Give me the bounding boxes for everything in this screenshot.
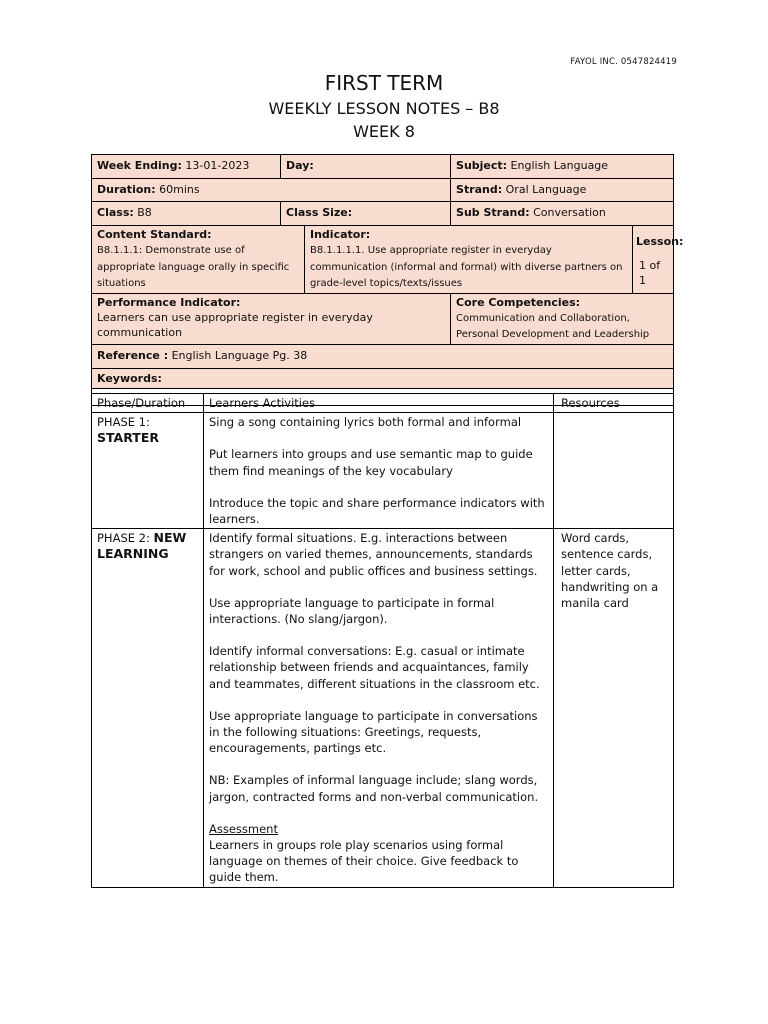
reference-value: English Language Pg. 38 <box>168 348 308 362</box>
duration-value: 60mins <box>155 183 200 196</box>
week-ending-label: Week Ending: <box>97 159 182 172</box>
list-item: Identify formal situations. E.g. interactions between strangers on varied themes, announcements, standards for work, school and public offices and business settings. <box>209 531 538 578</box>
strand-cell <box>451 179 674 202</box>
class-cell <box>92 202 281 226</box>
performance-indicator-cell <box>92 293 451 344</box>
assessment-text: Learners in groups role play scenarios using formal language on themes of their choice. Give feedback to guide them. <box>209 838 519 885</box>
activities-table <box>91 393 674 888</box>
col-header-resources: Resources <box>554 394 674 413</box>
duration-cell <box>92 179 451 202</box>
day-cell <box>281 155 451 179</box>
content-standard-label: Content Standard: <box>97 228 212 241</box>
assessment-heading: Assessment <box>209 821 278 836</box>
subject-label: Subject: <box>456 159 508 172</box>
phase2-name-line2: LEARNING <box>97 546 169 562</box>
performance-indicator-value: Learners can use appropriate register in everyday communication <box>97 310 373 339</box>
content-standard-cell <box>92 226 305 294</box>
strand-value: Oral Language <box>502 183 587 196</box>
indicator-value: B8.1.1.1.1. Use appropriate register in everyday communication (informal and formal) with diverse partners on grade-level topics/texts/issues <box>310 245 623 289</box>
sub-strand-label: Sub Strand: <box>456 206 530 219</box>
list-item: Put learners into groups and use semantic map to guide them find meanings of the key vocabulary <box>209 447 533 478</box>
lesson-cell <box>633 226 684 294</box>
duration-label: Duration: <box>97 183 156 196</box>
core-competencies-value: Communication and Collaboration, Personal Development and Leadership <box>456 312 650 340</box>
list-item: Sing a song containing lyrics both formal and informal <box>209 415 522 430</box>
subject-value: English Language <box>507 159 609 172</box>
phase2-activities <box>204 529 554 887</box>
list-item: NB: Examples of informal language include; slang words, jargon, contracted forms and non-verbal communication. <box>209 773 539 804</box>
col-header-phase: Phase/Duration <box>92 394 204 413</box>
phase1-cell <box>92 413 204 529</box>
phase1-activities <box>204 413 554 529</box>
company-note: FAYOL INC. 0547824419 <box>570 57 677 67</box>
list-item: Use appropriate language to participate in conversations in the following situations: Greetings, requests, encouragements, partings etc. <box>209 708 538 756</box>
content-standard-value: B8.1.1.1: Demonstrate use of appropriate language orally in specific situations <box>97 245 290 289</box>
sub-strand-cell <box>451 202 674 226</box>
reference-label: Reference : <box>97 348 169 362</box>
table-row <box>92 413 674 529</box>
title-block <box>0 70 768 142</box>
phase1-label: PHASE 1: <box>97 415 150 430</box>
week-ending-value: 13-01-2023 <box>181 159 250 172</box>
page-subtitle: WEEKLY LESSON NOTES – B8 <box>268 99 500 118</box>
col-header-activities: Learners Activities <box>204 394 554 413</box>
list-item: Introduce the topic and share performance indicators with learners. <box>209 495 545 527</box>
reference-cell <box>92 344 674 368</box>
phase1-resources <box>554 413 674 529</box>
indicator-cell <box>305 226 633 294</box>
lesson-label: Lesson: <box>636 235 684 248</box>
lesson-value: 1 of 1 <box>639 259 661 287</box>
week-ending-cell <box>92 155 281 179</box>
page-title: FIRST TERM <box>324 71 444 95</box>
core-competencies-cell <box>451 293 674 344</box>
week-label: WEEK 8 <box>353 122 415 141</box>
phase2-cell <box>92 529 204 887</box>
phase2-name: NEW <box>153 530 187 546</box>
strand-label: Strand: <box>456 183 503 196</box>
list-item: Identify informal conversations: E.g. casual or intimate relationship between friends and acquaintances, family and teammates, different situations in the classroom etc. <box>209 644 540 691</box>
table-row <box>92 529 674 887</box>
class-size-cell <box>281 202 451 226</box>
phase2-resources: Word cards, sentence cards, letter cards, handwriting on a manila card <box>554 529 674 887</box>
core-competencies-label: Core Competencies: <box>456 295 581 309</box>
day-label: Day: <box>286 159 314 172</box>
class-size-label: Class Size: <box>286 206 353 219</box>
performance-indicator-label: Performance Indicator: <box>97 295 241 309</box>
indicator-label: Indicator: <box>310 228 371 241</box>
list-item: Use appropriate language to participate in formal interactions. (No slang/jargon). <box>209 595 495 627</box>
class-label: Class: <box>97 206 134 219</box>
phase2-label: PHASE 2: <box>97 531 154 546</box>
keywords-cell <box>92 368 674 388</box>
subject-cell <box>451 155 674 179</box>
lesson-info-table <box>91 154 684 406</box>
sub-strand-value: Conversation <box>529 206 606 219</box>
keywords-label: Keywords: <box>97 371 162 385</box>
phase1-name: STARTER <box>97 430 159 446</box>
class-value: B8 <box>133 206 152 219</box>
